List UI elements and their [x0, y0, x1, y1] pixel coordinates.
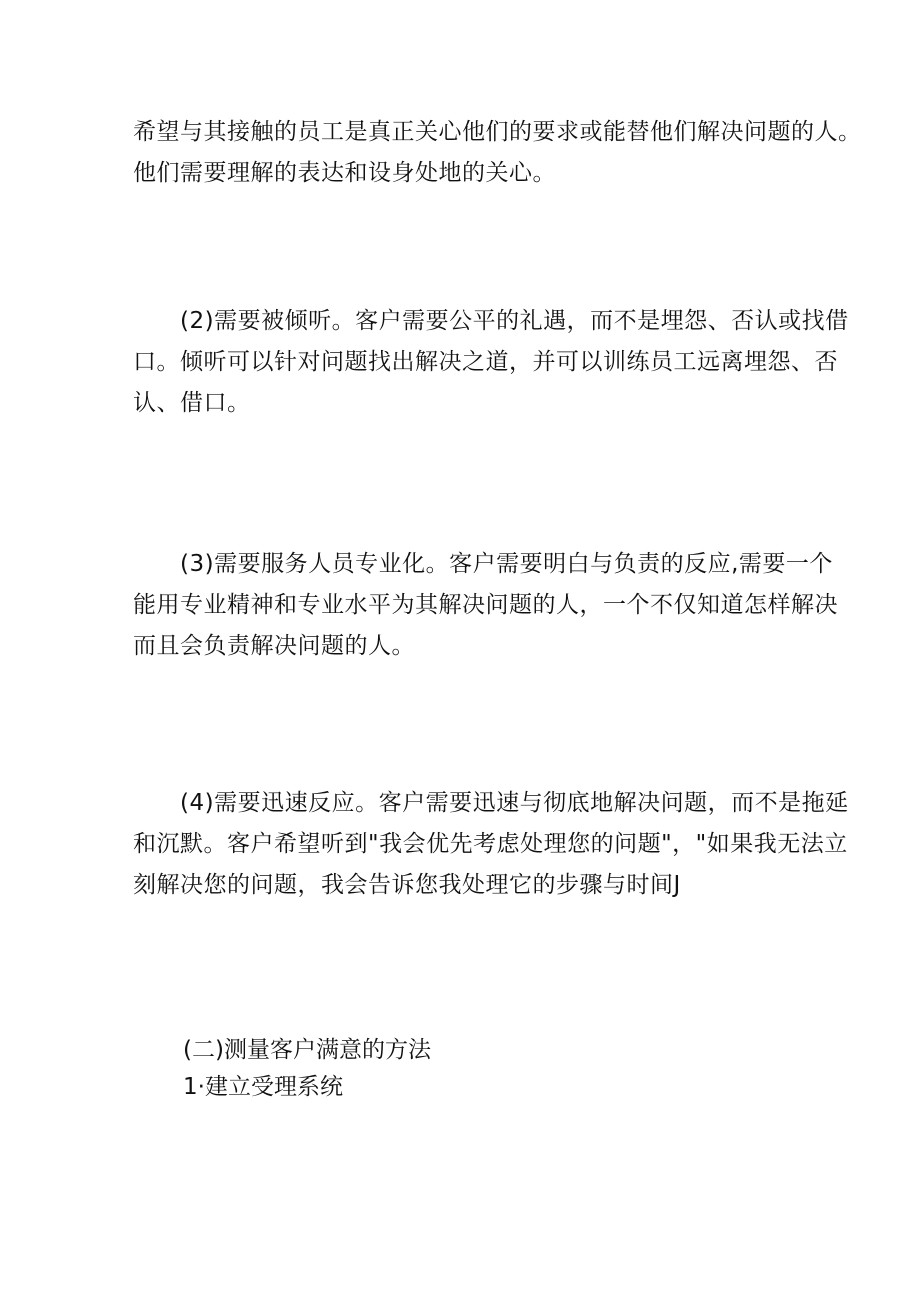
- subsection-heading: 1·建立受理系统: [183, 1074, 343, 1100]
- paragraph-need-to-be-heard: [133, 301, 849, 424]
- paragraph-professional-staff: [133, 544, 838, 667]
- paragraph-employee-care: [133, 112, 862, 194]
- paragraph-line: 而且会负责解决问题的人。: [133, 633, 415, 659]
- paragraph-line: (3)需要服务人员专业化。客户需要明白与负责的反应,需要一个: [133, 551, 833, 577]
- paragraph-line: 刻解决您的问题，我会告诉您我处理它的步骤与时间J: [133, 872, 681, 898]
- paragraph-line: (2)需要被倾听。客户需要公平的礼遇，而不是埋怨、否认或找借: [133, 308, 849, 334]
- paragraph-line: 认、借口。: [133, 390, 251, 416]
- paragraph-line: 他们需要理解的表达和设身处地的关心。: [133, 160, 556, 186]
- paragraph-line: 希望与其接触的员工是真正关心他们的要求或能替他们解决问题的人。: [133, 119, 862, 145]
- paragraph-line: 能用专业精神和专业水平为其解决问题的人，一个不仅知道怎样解决: [133, 592, 838, 618]
- paragraph-quick-response: [133, 783, 849, 906]
- section-heading: (二)测量客户满意的方法: [183, 1037, 431, 1063]
- paragraph-line: 口。倾听可以针对问题找出解决之道，并可以训练员工远离埋怨、否: [133, 349, 838, 375]
- paragraph-line: (4)需要迅速反应。客户需要迅速与彻底地解决问题，而不是拖延: [133, 790, 849, 816]
- paragraph-line: 和沉默。客户希望听到"我会优先考虑处理您的问题"，"如果我无法立: [133, 831, 848, 857]
